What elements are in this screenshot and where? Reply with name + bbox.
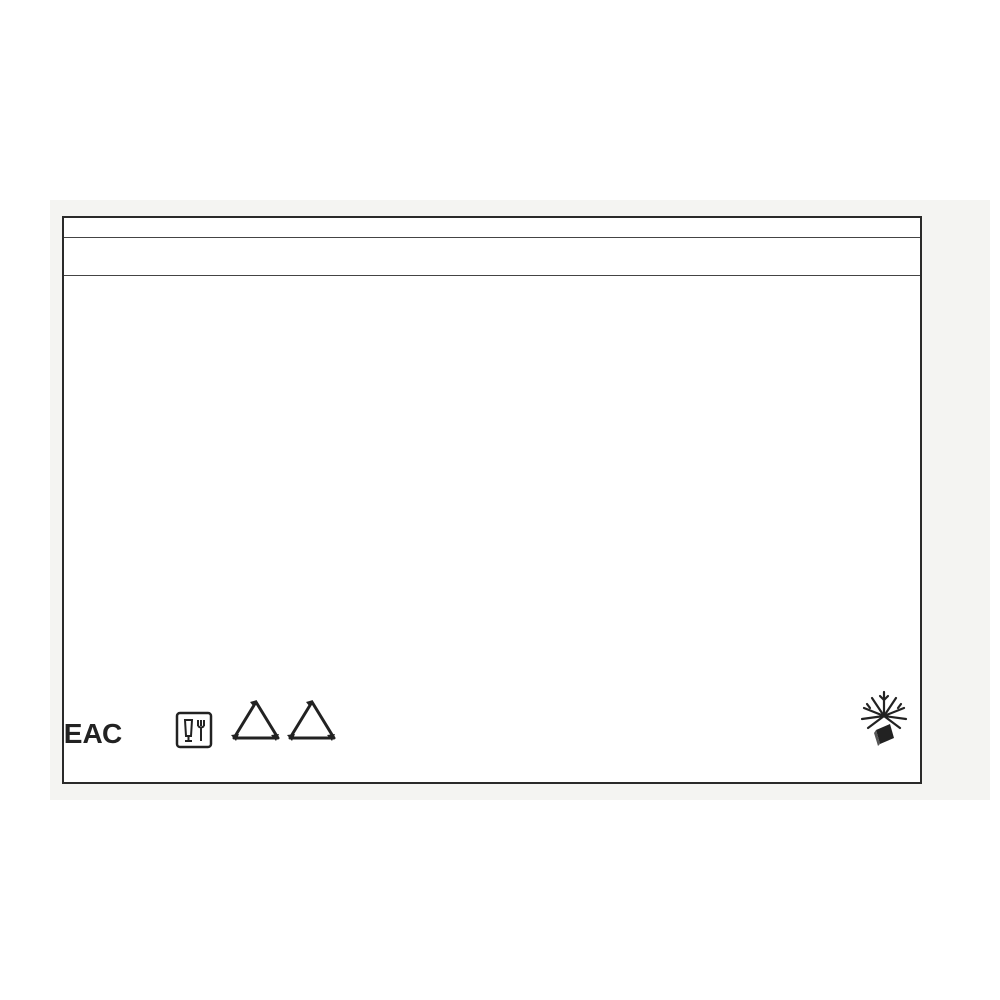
glass-fork-icon (174, 710, 214, 750)
eac-logo (63, 712, 123, 752)
eac-mark: ЕАС (63, 718, 123, 749)
header-english (64, 218, 920, 238)
recycle-pap-icon (230, 698, 282, 756)
header-russian (64, 238, 920, 276)
product-label (62, 216, 922, 784)
snowflake-box-icon (854, 686, 914, 752)
recycle-ldpe-icon (286, 698, 338, 756)
